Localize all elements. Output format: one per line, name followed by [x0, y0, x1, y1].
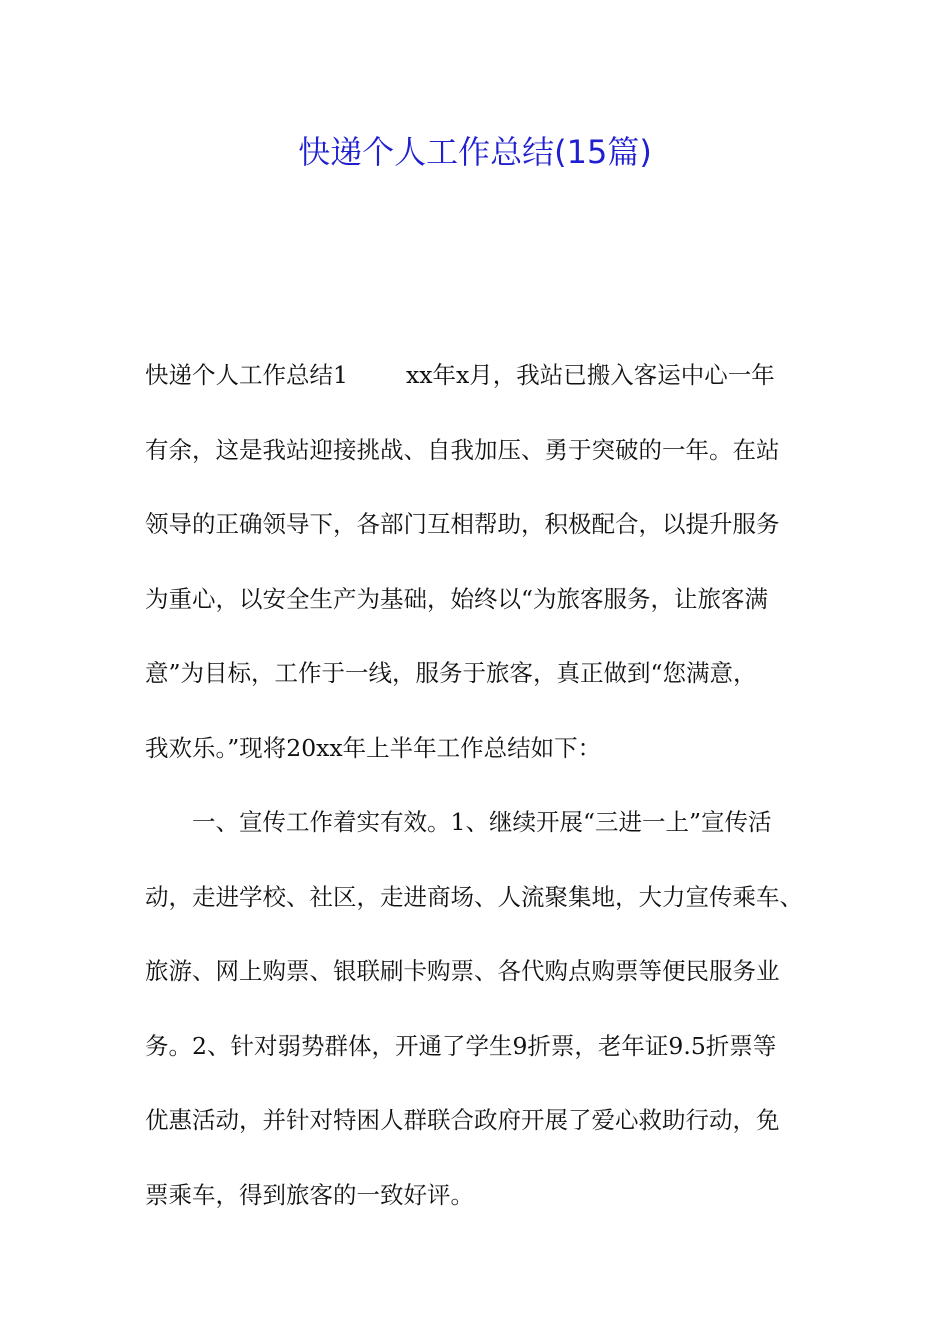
- paragraph-line: 为重心，以安全生产为基础，始终以“为旅客服务，让旅客满: [145, 584, 769, 613]
- paragraph-line: 有余，这是我站迎接挑战、自我加压、勇于突破的一年。在站: [145, 435, 780, 464]
- paragraph-line: 一、宣传工作着实有效。1、继续开展“三进一上”宣传活: [192, 808, 772, 836]
- paragraph-line: 意”为目标，工作于一线，服务于旅客，真正做到“您满意，: [145, 659, 757, 687]
- paragraph-line: [145, 338, 825, 413]
- paragraph-line: 我欢乐。”现将20xx年上半年工作总结如下：: [145, 733, 602, 762]
- paragraph-1: [145, 338, 825, 785]
- document-body: [145, 338, 825, 1232]
- paragraph-line: 优惠活动，并针对特困人群联合政府开展了爱心救助行动，免: [145, 1106, 780, 1134]
- section-heading: 快递个人工作总结1: [145, 361, 348, 389]
- paragraph-line: 领导的正确领导下，各部门互相帮助，积极配合，以提升服务: [145, 510, 780, 538]
- paragraph-line: 票乘车，得到旅客的一致好评。: [145, 1180, 474, 1209]
- paragraph-line: 动，走进学校、社区，走进商场、人流聚集地，大力宣传乘车、: [145, 882, 803, 911]
- paragraph-text: xx年x月，我站已搬入客运中心一年: [405, 361, 775, 389]
- document-title: 快递个人工作总结(15篇): [298, 133, 652, 171]
- paragraph-2: [145, 785, 825, 1232]
- paragraph-line: 旅游、网上购票、银联刷卡购票、各代购点购票等便民服务业: [145, 957, 780, 985]
- paragraph-line: 务。2、针对弱势群体，开通了学生9折票，老年证9.5折票等: [145, 1031, 777, 1060]
